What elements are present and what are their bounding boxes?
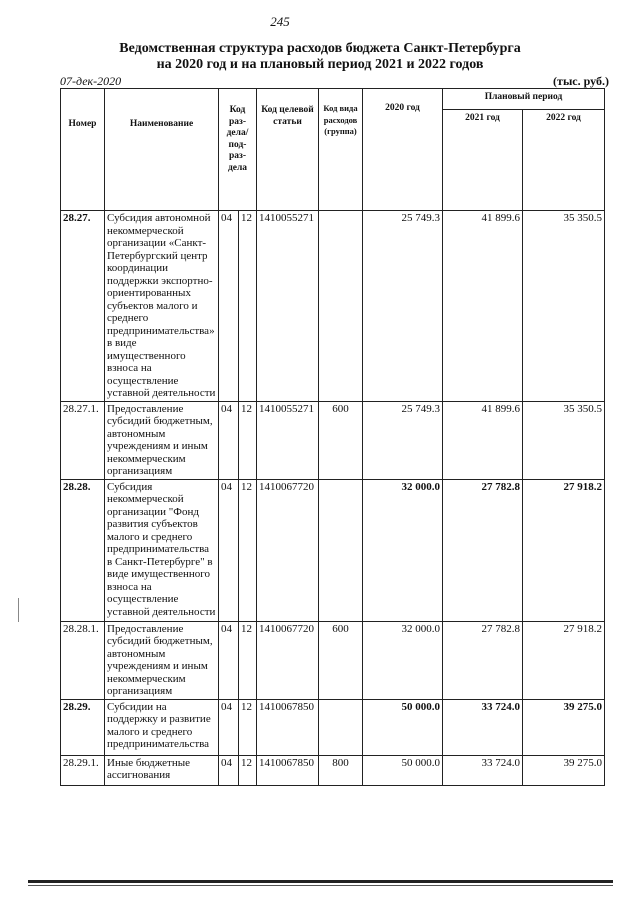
row-target: 1410067720 [257, 479, 319, 621]
document-date: 07-дек-2020 [60, 74, 122, 88]
row-name: Субсидия некоммерческой организации "Фонд развития субъектов малого и среднего предпринимательства в Санкт-Петербурге" в виде имущественного взноса на осуществление уставной деятельности [105, 479, 219, 621]
table-row [61, 755, 605, 785]
row-2022: 35 350.5 [523, 401, 605, 479]
row-2022: 27 918.2 [523, 479, 605, 621]
title-line-1: Ведомственная структура расходов бюджета Санкт-Петербурга [119, 41, 521, 56]
row-2021: 27 782.8 [443, 479, 523, 621]
budget-table [60, 88, 605, 786]
row-target: 1410067720 [257, 621, 319, 699]
row-section: 04 [219, 621, 239, 699]
col-header-section: Код раз-дела/ под-раз-дела [219, 89, 257, 211]
col-header-2020: 2020 год [363, 89, 443, 211]
row-subsection: 12 [239, 755, 257, 785]
table-row [61, 699, 605, 755]
row-subsection: 12 [239, 401, 257, 479]
row-section: 04 [219, 211, 239, 402]
table-row [61, 211, 605, 402]
row-2022: 39 275.0 [523, 699, 605, 755]
row-2021: 27 782.8 [443, 621, 523, 699]
row-expense-type: 600 [319, 401, 363, 479]
row-section: 04 [219, 401, 239, 479]
row-2020: 50 000.0 [363, 755, 443, 785]
row-section: 04 [219, 755, 239, 785]
row-target: 1410067850 [257, 699, 319, 755]
row-target: 1410055271 [257, 211, 319, 402]
row-target: 1410067850 [257, 755, 319, 785]
row-2022: 35 350.5 [523, 211, 605, 402]
bottom-rule-thin [28, 885, 613, 886]
row-number: 28.29.1. [61, 755, 105, 785]
table-row [61, 621, 605, 699]
table-header [61, 89, 605, 211]
row-expense-type [319, 699, 363, 755]
table-row [61, 479, 605, 621]
col-header-expense-type: Код вида расходов (группа) [319, 89, 363, 211]
row-subsection: 12 [239, 699, 257, 755]
row-number: 28.27.1. [61, 401, 105, 479]
row-2021: 33 724.0 [443, 699, 523, 755]
row-subsection: 12 [239, 621, 257, 699]
col-header-name: Наименование [105, 89, 219, 211]
col-header-2022: 2022 год [523, 110, 605, 211]
row-name: Предоставление субсидий бюджетным, автономным учреждениям и иным некоммерческим организациям [105, 621, 219, 699]
row-subsection: 12 [239, 211, 257, 402]
row-2022: 27 918.2 [523, 621, 605, 699]
row-2020: 32 000.0 [363, 621, 443, 699]
row-expense-type [319, 211, 363, 402]
row-expense-type: 600 [319, 621, 363, 699]
col-header-planned: Плановый период [443, 89, 605, 110]
row-expense-type: 800 [319, 755, 363, 785]
document-title [40, 41, 600, 73]
row-name: Субсидии на поддержку и развитие малого и среднего предпринимательства [105, 699, 219, 755]
row-number: 28.27. [61, 211, 105, 402]
col-header-number: Номер [61, 89, 105, 211]
row-number: 28.29. [61, 699, 105, 755]
col-header-2021: 2021 год [443, 110, 523, 211]
row-name: Субсидия автономной некоммерческой организации «Санкт-Петербургский центр координации поддержки экспортно-ориентированных субъектов малого и среднего предпринимательства» в виде имущественного взноса на осуществление уставной деятельности [105, 211, 219, 402]
units-label: (тыс. руб.) [553, 74, 609, 88]
row-target: 1410055271 [257, 401, 319, 479]
table-row [61, 401, 605, 479]
row-number: 28.28.1. [61, 621, 105, 699]
row-subsection: 12 [239, 479, 257, 621]
row-name: Предоставление субсидий бюджетным, автономным учреждениям и иным некоммерческим организациям [105, 401, 219, 479]
row-2020: 50 000.0 [363, 699, 443, 755]
bottom-rule [28, 880, 613, 883]
row-name: Иные бюджетные ассигнования [105, 755, 219, 785]
row-section: 04 [219, 479, 239, 621]
scan-margin-mark [18, 598, 19, 622]
row-2021: 41 899.6 [443, 211, 523, 402]
page-number: 245 [270, 14, 290, 29]
row-2022: 39 275.0 [523, 755, 605, 785]
row-2020: 25 749.3 [363, 401, 443, 479]
col-header-target: Код целевой статьи [257, 89, 319, 211]
row-2021: 33 724.0 [443, 755, 523, 785]
row-2020: 32 000.0 [363, 479, 443, 621]
row-section: 04 [219, 699, 239, 755]
title-line-2: на 2020 год и на плановый период 2021 и 2022 годов [156, 57, 484, 72]
row-2021: 41 899.6 [443, 401, 523, 479]
row-2020: 25 749.3 [363, 211, 443, 402]
row-expense-type [319, 479, 363, 621]
row-number: 28.28. [61, 479, 105, 621]
table-body [61, 211, 605, 786]
